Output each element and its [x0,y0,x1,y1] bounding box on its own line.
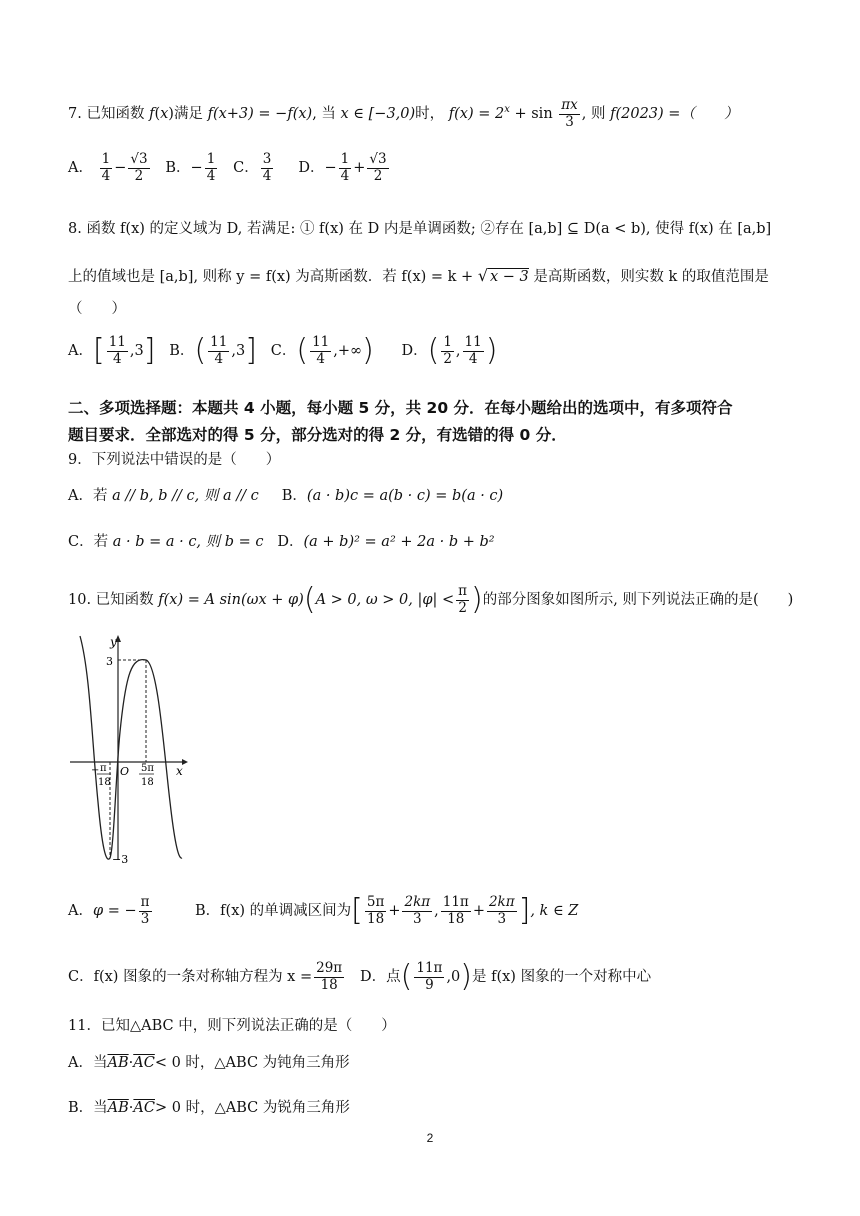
q7-options [68,152,391,184]
q8-option-b[interactable]: B．( $\frac{11}{4}$ ,3] [169,333,257,368]
graph-x-right-den: 18 [141,777,154,788]
q9-option-b[interactable]: B．(a · b)c = a(b · c) = b(a · c) [281,488,504,504]
graph-sine-curve [80,636,182,859]
q11-stem: 11．已知△ABC 中，则下列说法正确的是（ ） [68,1018,396,1034]
graph-x-arrow [182,759,188,765]
q8-option-c[interactable]: C．( $\frac{11}{4}$ ,+∞) [270,333,374,368]
q7-option-d[interactable]: D．− $\frac{1}{4}$ + $\frac{√3}{2}$ [298,151,387,184]
q8-stem-line1: 8. 函数 f(x) 的定义域为 D, 若满足: ① f(x) 在 D 内是单调函数; ②存在 [a,b] ⊆ D(a < b), 使得 f(x) 在 [a,b] [68,221,772,237]
q9-stem: 9．下列说法中错误的是（ ） [68,452,281,468]
q8-stem-line3: （ ） [68,301,126,317]
q10-options-row2 [68,959,651,995]
q9-options-row2 [68,534,495,551]
q8-option-d[interactable]: D．( $\frac{1}{2}$ , $\frac{11}{4}$ ) [401,333,498,368]
q8-stem-line2: 上的值域也是 [a,b], 则称 y = f(x) 为高斯函数．若 f(x) = k + √ x − 3 是高斯函数，则实数 k 的取值范围是 [68,266,769,285]
q10-option-c[interactable]: C．f(x) 图象的一条对称轴方程为 x = $\frac{29\pi}{18}$ [68,959,343,993]
q10-stem: 10. 已知函数 f(x) = A sin(ωx + φ)(A > 0, ω > 0, |φ| < $\frac{\pi}{2}$ )的部分图象如图所示, 则下列说法正确的是( ) [68,582,794,617]
q11-option-b[interactable]: B．当$\overline{AB}\cdot\overline{AC}> 0$ 时，△ABC 为锐角三角形 [68,1100,350,1116]
q10-option-b[interactable]: B．f(x) 的单调减区间为[ $\frac{5\pi}{18}$ + $\frac{2k\pi}{3}$ , $\frac{11\pi}{18}$ + $\frac{2k\pi}{3}$ ], k ∈ Z [195,893,579,928]
graph-x-label: x [176,764,183,778]
page-number: 2 [426,1131,434,1145]
q8-option-a[interactable]: A．[ $\frac{11}{4}$ ,3] [68,333,156,368]
graph-x-left-sign: − [91,765,100,776]
q9-option-c[interactable]: C．若 a · b = a · c, 则 b = c [68,534,264,550]
q7-stem: 7. 已知函数 f(x)满足 f(x+3) = −f(x), 当 x ∈ [−3,0)时， $f(x) = 2^x + \sin$ $\frac{\pi x}{3}$ , 则 f(2023) =（ ） [68,97,739,130]
graph-x-left-num: π [100,763,107,774]
q7-option-c[interactable]: C． $\frac{3}{4}$ [233,151,272,184]
q10-option-d[interactable]: D．点( $\frac{11\pi}{9}$ ,0)是 f(x) 图象的一个对称中心 [360,959,652,994]
section-heading-line1: 二、多项选择题：本题共 4 小题，每小题 5 分，共 20 分．在每小题给出的选项中，有多项符合 [68,399,733,417]
q10-options-row1 [68,893,578,929]
section-heading-line2: 题目要求．全部选对的得 5 分，部分选对的得 2 分，有选错的得 0 分． [68,426,567,444]
graph-y-label: y [110,635,117,649]
graph-x-right-num: 5π [141,763,154,774]
q9-option-a[interactable]: A．若 a // b, b // c, 则 a // c [68,488,259,504]
q7-option-a[interactable]: A． $\frac{1}{4}$ − $\frac{√3}{2}$ [68,151,148,184]
graph-origin-label: O [120,765,130,778]
sine-graph-figure [70,632,195,864]
q9-option-d[interactable]: D．(a + b)² = a² + 2a · b + b² [277,534,495,550]
graph-y-max-label: 3 [106,655,113,668]
graph-x-left-den: 18 [98,777,111,788]
q10-option-a[interactable]: A．φ = − $\frac{\pi}{3}$ [68,893,150,927]
q11-option-a[interactable]: A．当$\overline{AB}\cdot\overline{AC}< 0$ 时，△ABC 为钝角三角形 [68,1055,350,1071]
q9-options-row1 [68,488,503,505]
q7-option-b[interactable]: B．− $\frac{1}{4}$ [165,151,216,184]
q8-options [68,333,497,369]
graph-y-min-label: −3 [112,853,129,864]
